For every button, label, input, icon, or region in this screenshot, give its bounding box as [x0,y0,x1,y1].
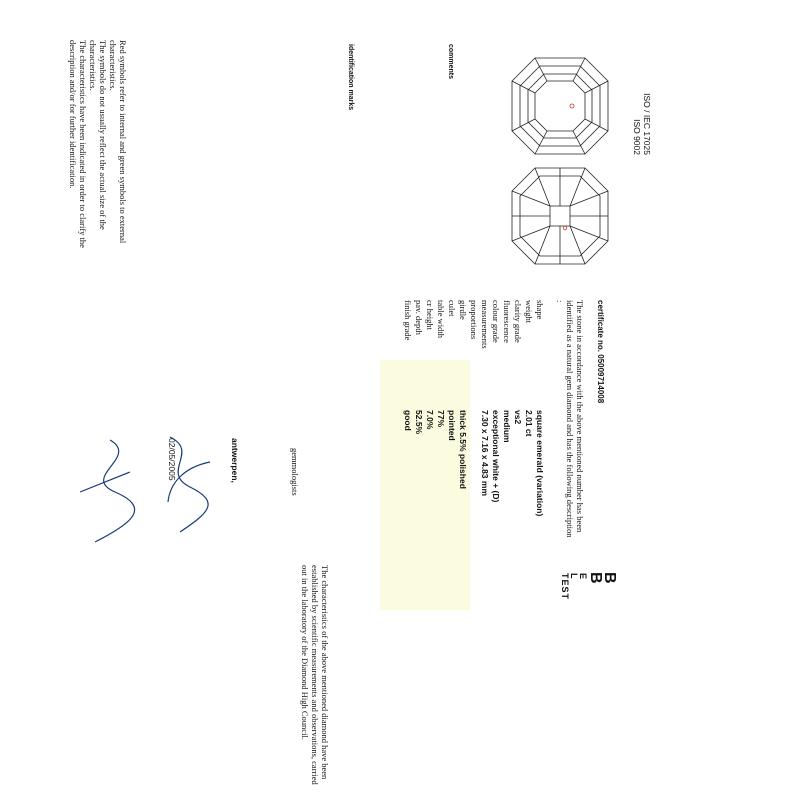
signature-1 [150,432,230,552]
description-row [457,300,468,560]
inclusion-mark [570,104,574,108]
iso-17025: ISO / IEC 17025 [642,93,652,155]
row-value: square emerald (variation) [535,410,545,517]
row-label: culet [447,300,457,317]
beltest-b1: B [601,572,618,584]
legend-line-1: Red symbols refer to internal and green symbols to external characteristics. [108,40,128,244]
accreditation-text-wrap [570,565,640,803]
row-value: 7.30 x 7.16 x 4.83 mm [480,410,490,497]
row-label: finish grade [403,300,413,341]
row-label: weight [524,300,534,324]
description-row [468,300,479,560]
row-value: pointed [447,410,457,441]
row-value: thick 5.5% polished [458,410,468,489]
row-value: vs2 [513,410,523,425]
row-label: pav. depth [414,300,424,335]
row-value: 77% [436,410,446,428]
row-label: measurements [480,300,490,349]
row-value: 52.5% [414,410,424,435]
row-label: fluorescence [502,300,512,343]
crown-plot [510,56,610,156]
description-row [402,300,413,560]
row-label: girdle [458,300,468,320]
beltest-b2: B [587,572,604,584]
comments-title: comments [447,44,454,80]
row-label: proportions [469,300,479,340]
pavilion-plot [510,166,610,266]
footnote: The characteristics of the above mentioned diamond have been established by scientific measurements and observations, carried out in the laboratory of the Diamond High Council. [300,565,330,785]
identification-legend [68,40,128,280]
legend-line-3: The characteristics have been indicated in order to clarify the description and/or for further identification. [68,40,88,248]
description-row [523,300,534,560]
iso-9002: ISO 9002 [632,119,642,155]
description-row [534,300,545,560]
intro-text: The stone in accordance with the above mentioned number has been identified as a natural gem diamond and has the following description : [555,300,585,538]
row-value: good [403,410,413,431]
inclusion-mark-2 [563,226,567,230]
beltest-l: L [569,573,579,580]
certificate-number: certificate no. 05009714008 [596,300,605,404]
description-row [446,300,457,560]
description-row [424,300,435,560]
description-row [479,300,490,560]
identification-title: identification marks [347,44,354,111]
description-row [435,300,446,560]
row-label: colour grade [491,300,501,343]
row-value: medium [502,410,512,443]
description-table [402,300,545,560]
beltest-e: E [578,573,588,581]
description-row [501,300,512,560]
beltest-test: TEST [560,573,570,601]
iso-block [632,15,652,155]
row-label: shape [535,300,545,320]
gemmologists-label: gemmologists [290,448,300,496]
row-value: exceptional white + (D) [491,410,501,503]
row-label: table width [436,300,446,339]
place: antwerpen, [230,438,240,483]
date: 02/05/2005 [167,438,177,481]
description-row [512,300,523,560]
row-value: 7.0% [425,410,435,430]
legend-line-2: The symbols do not usually reflect the actual size of the characteristics. [88,40,108,230]
description-row [490,300,501,560]
signature-2 [70,432,150,552]
row-label: cr height [425,300,435,330]
row-value: 2.01 ct [524,410,534,437]
row-label: clarity grade [513,300,523,343]
description-row [413,300,424,560]
